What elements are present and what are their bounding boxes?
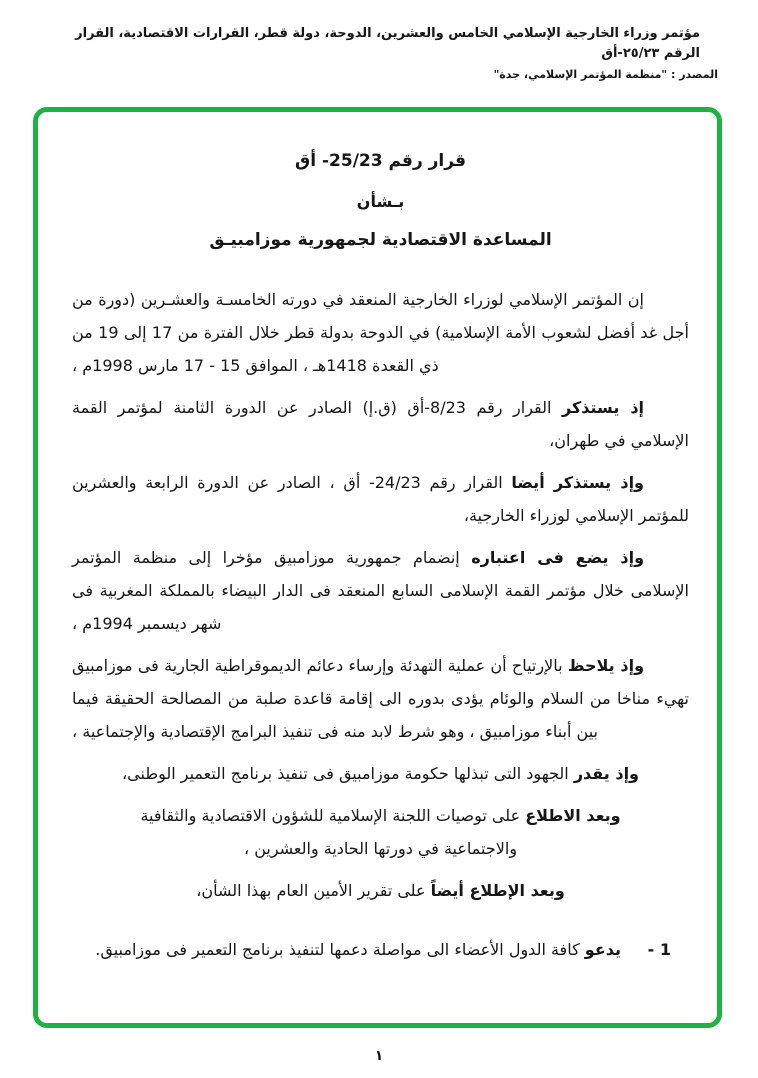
item-text [72, 935, 621, 965]
paragraph-lead: وبعد الاطلاع [525, 806, 621, 825]
paragraph-lead: إذ يستذكر [562, 398, 645, 417]
preamble-paragraph [109, 874, 652, 907]
page-number: ١ [374, 1048, 384, 1064]
preamble-paragraph [109, 757, 652, 790]
paragraph-text: إنضمام جمهورية موزامبيق مؤخرا إلى منظمة المؤتمر الإسلامى خلال مؤتمر القمة الإسلامى السابع المنعقد فى الدار البيضاء بالمملكة المغربية فى شهر ديسمبر 1994م ، [72, 548, 689, 633]
paragraph-lead: وبعد الإطلاع أيضاً [430, 881, 565, 900]
resolution-title-block [72, 148, 689, 253]
paragraph-text: القرار رقم 8/23-أق (ق.إ) الصادر عن الدورة الثامنة لمؤتمر القمة الإسلامي في طهران، [72, 398, 689, 450]
preamble-paragraph [72, 391, 689, 457]
paragraph-text: بالإرتياح أن عملية التهدئة وإرساء دعائم الديموقراطية الجارية فى موزامبيق تهيء مناخا من السلام والوئام يؤدى بدوره الى إقامة قاعدة صلبة من المصالحة الحقيقة فيما بين أبناء موزامبيق ، وهو شرط لابد منه فى تنفيذ البرامج الإقتصادية والإجتماعية ، [72, 656, 689, 741]
paragraph-text: إن المؤتمر الإسلامي لوزراء الخارجية المنعقد في دورته الخامسـة والعشـرين (دورة من أجل غد أفضل لشعوب الأمة الإسلامية) في الدوحة بدولة قطر خلال الفترة من 17 إلى 19 من ذي القعدة 1418هـ ، الموافق 15 - 17 مارس 1998م ، [72, 290, 690, 375]
preamble-paragraph [72, 541, 689, 640]
resolution-number-title: قرار رقم 25/23- أق [295, 151, 466, 171]
paragraph-lead: وإذ يقدر [573, 764, 639, 783]
preamble-paragraph [72, 283, 689, 382]
paragraph-text: الجهود التى تبذلها حكومة موزامبيق فى تنفيذ برنامج التعمير الوطنى، [122, 764, 569, 783]
preamble-paragraph [72, 649, 689, 748]
paragraph-text: على تقرير الأمين العام بهذا الشأن، [196, 881, 426, 900]
resolution-body [72, 283, 689, 965]
paragraph-text: على توصيات اللجنة الإسلامية للشؤون الاقتصادية والثقافية والاجتماعية في دورتها الحادية والعشرين ، [140, 806, 521, 858]
preamble-paragraph [109, 799, 652, 865]
item-lead: يدعو [584, 940, 621, 959]
paragraph-lead: وإذ يلاحظ [567, 656, 645, 675]
preamble-paragraph [72, 466, 689, 532]
resolution-subject-title: المساعدة الاقتصادية لجمهورية موزامبيـق [209, 230, 552, 250]
green-border-frame [33, 107, 722, 1028]
subject-label: بـشأن [356, 192, 405, 211]
header-title-line: مؤتمر وزراء الخارجية الإسلامي الخامس والعشرين، الدوحة، دولة قطر، القرارات الاقتصادية، القرار الرقم ٢٥/٢٣-أق [75, 26, 700, 61]
document-header [0, 24, 758, 86]
header-source-line: المصدر : "منظمة المؤتمر الإسلامي، جدة" [493, 68, 718, 81]
paragraph-lead: وإذ يستذكر أيضا [511, 473, 644, 492]
paragraph-lead: وإذ يضع فى اعتباره [471, 548, 645, 567]
operative-item [72, 935, 689, 965]
paragraph-text: القرار رقم 24/23- أق ، الصادر عن الدورة الرابعة والعشرين للمؤتمر الإسلامي لوزراء الخارجية، [72, 473, 689, 525]
item-body: كافة الدول الأعضاء الى مواصلة دعمها لتنفيذ برنامج التعمير فى موزامبيق. [95, 940, 580, 959]
item-number: 1 - [647, 940, 671, 959]
